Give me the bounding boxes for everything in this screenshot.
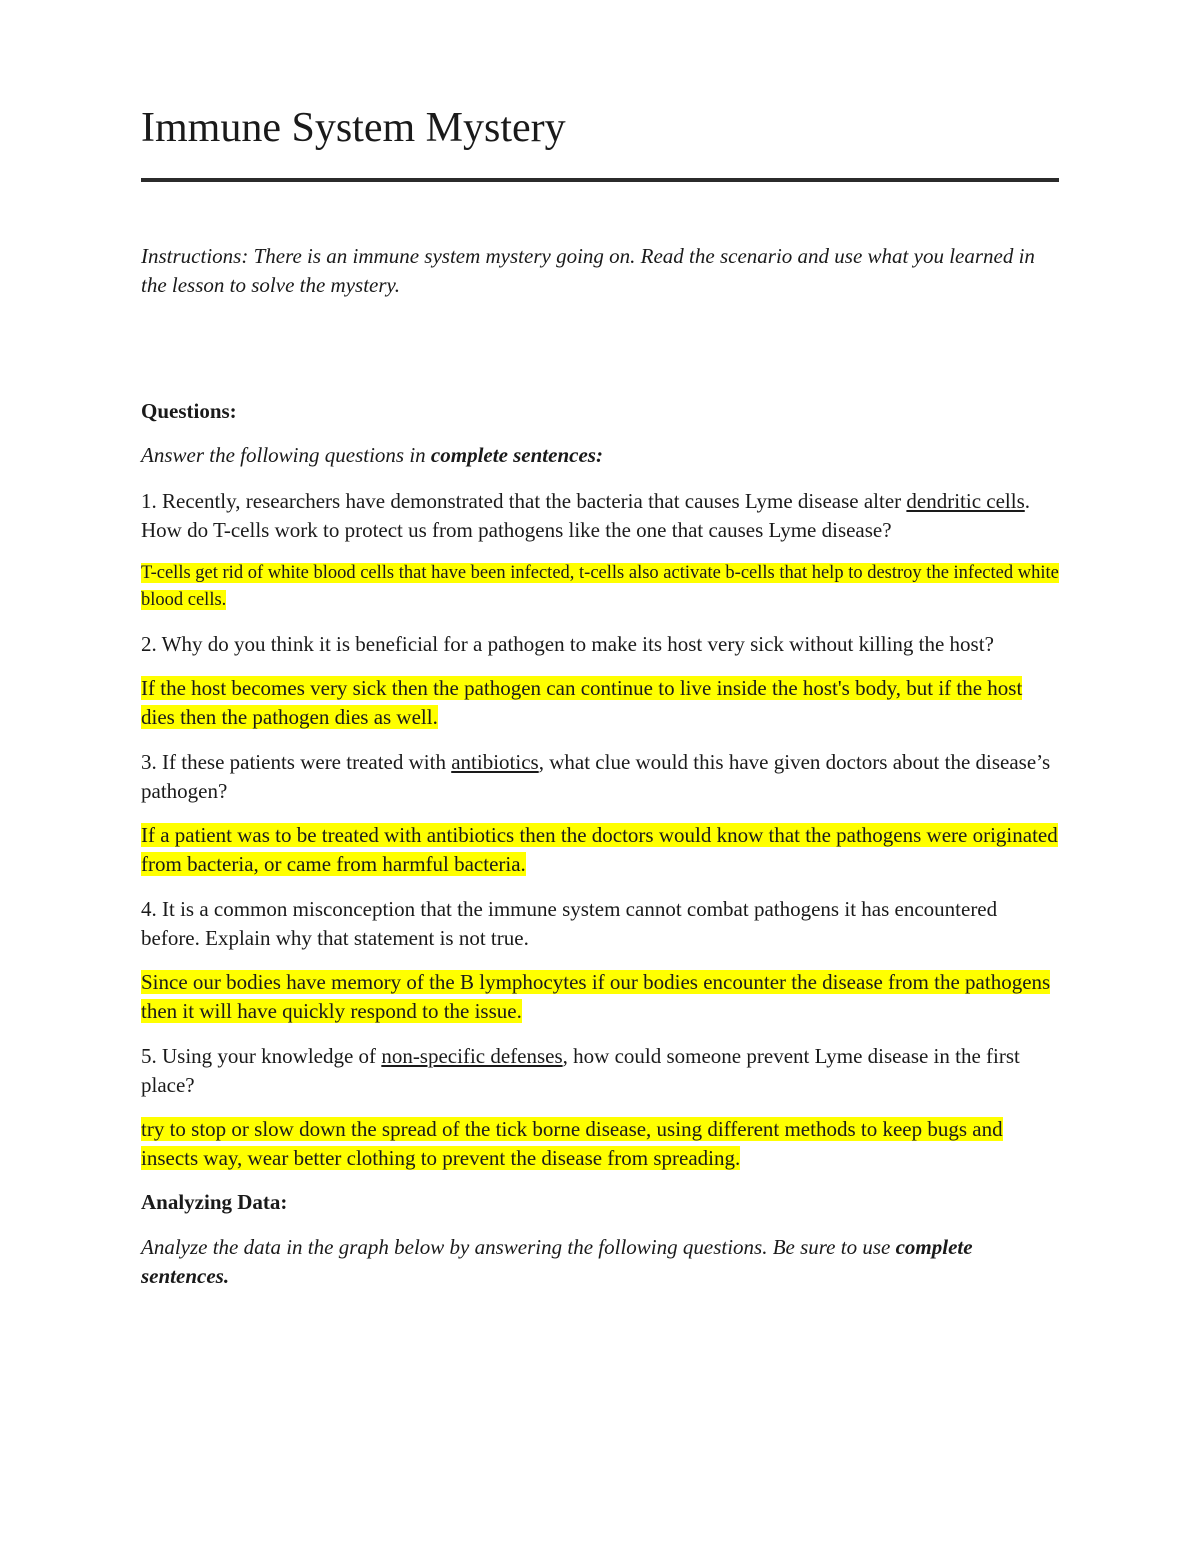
analyzing-data-heading: Analyzing Data:	[141, 1190, 288, 1214]
question-5-text-end: , how could someone prevent Lyme disease in the first place?	[141, 1044, 1020, 1097]
question-3-text-end: , what clue would this have given doctors about the disease’s pathogen?	[141, 750, 1051, 803]
question-3-term: antibiotics	[451, 750, 539, 774]
title-divider	[141, 178, 1059, 182]
document-page	[141, 100, 1061, 1291]
questions-subheading-text: Answer the following questions in	[141, 443, 431, 467]
question-3	[141, 748, 1061, 806]
analyzing-data-subheading-emphasis: complete sentences.	[141, 1235, 973, 1288]
question-2-text: 2. Why do you think it is beneficial for a pathogen to make its host very sick without killing the host?	[141, 632, 994, 656]
answer-1-text: T-cells get rid of white blood cells that have been infected, t-cells also activate b-cells that help to destroy the infected white blood cells.	[141, 563, 1059, 610]
question-1-text-end: . How do T-cells work to protect us from pathogens like the one that causes Lyme disease?	[141, 489, 1031, 542]
question-1-term: dendritic cells	[906, 489, 1025, 513]
answer-4	[141, 968, 1061, 1026]
answer-4-text: Since our bodies have memory of the B lymphocytes if our bodies encounter the disease from the pathogens then it will have quickly respond to the issue.	[141, 970, 1051, 1023]
answer-1	[141, 560, 1061, 614]
answer-3-text: If a patient was to be treated with antibiotics then the doctors would know that the pathogens were originated from bacteria, or came from harmful bacteria.	[141, 823, 1058, 876]
page-title: Immune System Mystery	[141, 105, 566, 151]
answer-3	[141, 821, 1061, 879]
instructions-text: Instructions: There is an immune system mystery going on. Read the scenario and use what you learned in the lesson to solve the mystery.	[141, 244, 1035, 297]
question-3-text: 3. If these patients were treated with	[141, 750, 452, 774]
question-5-text: 5. Using your knowledge of	[141, 1044, 382, 1068]
question-1	[141, 487, 1061, 545]
question-2	[141, 630, 1061, 659]
question-1-text: 1. Recently, researchers have demonstrated that the bacteria that causes Lyme disease alter	[141, 489, 907, 513]
answer-2-text: If the host becomes very sick then the pathogen can continue to live inside the host's body, but if the host dies then the pathogen dies as well.	[141, 676, 1023, 729]
analyzing-data-subheading-text: Analyze the data in the graph below by answering the following questions. Be sure to use	[141, 1235, 896, 1259]
question-4-text: 4. It is a common misconception that the immune system cannot combat pathogens it has encountered before. Explain why that statement is not true.	[141, 897, 998, 950]
answer-5-text: try to stop or slow down the spread of the tick borne disease, using different methods to keep bugs and insects way, wear better clothing to prevent the disease from spreading.	[141, 1117, 1003, 1170]
questions-subheading-emphasis: complete sentences:	[430, 443, 603, 467]
answer-2	[141, 674, 1061, 732]
question-4	[141, 895, 1061, 953]
question-5-term: non-specific defenses	[381, 1044, 563, 1068]
questions-subheading	[141, 441, 1061, 470]
answer-5	[141, 1115, 1061, 1173]
questions-heading: Questions:	[141, 399, 237, 423]
question-5	[141, 1042, 1061, 1100]
analyzing-data-subheading	[141, 1233, 1061, 1291]
